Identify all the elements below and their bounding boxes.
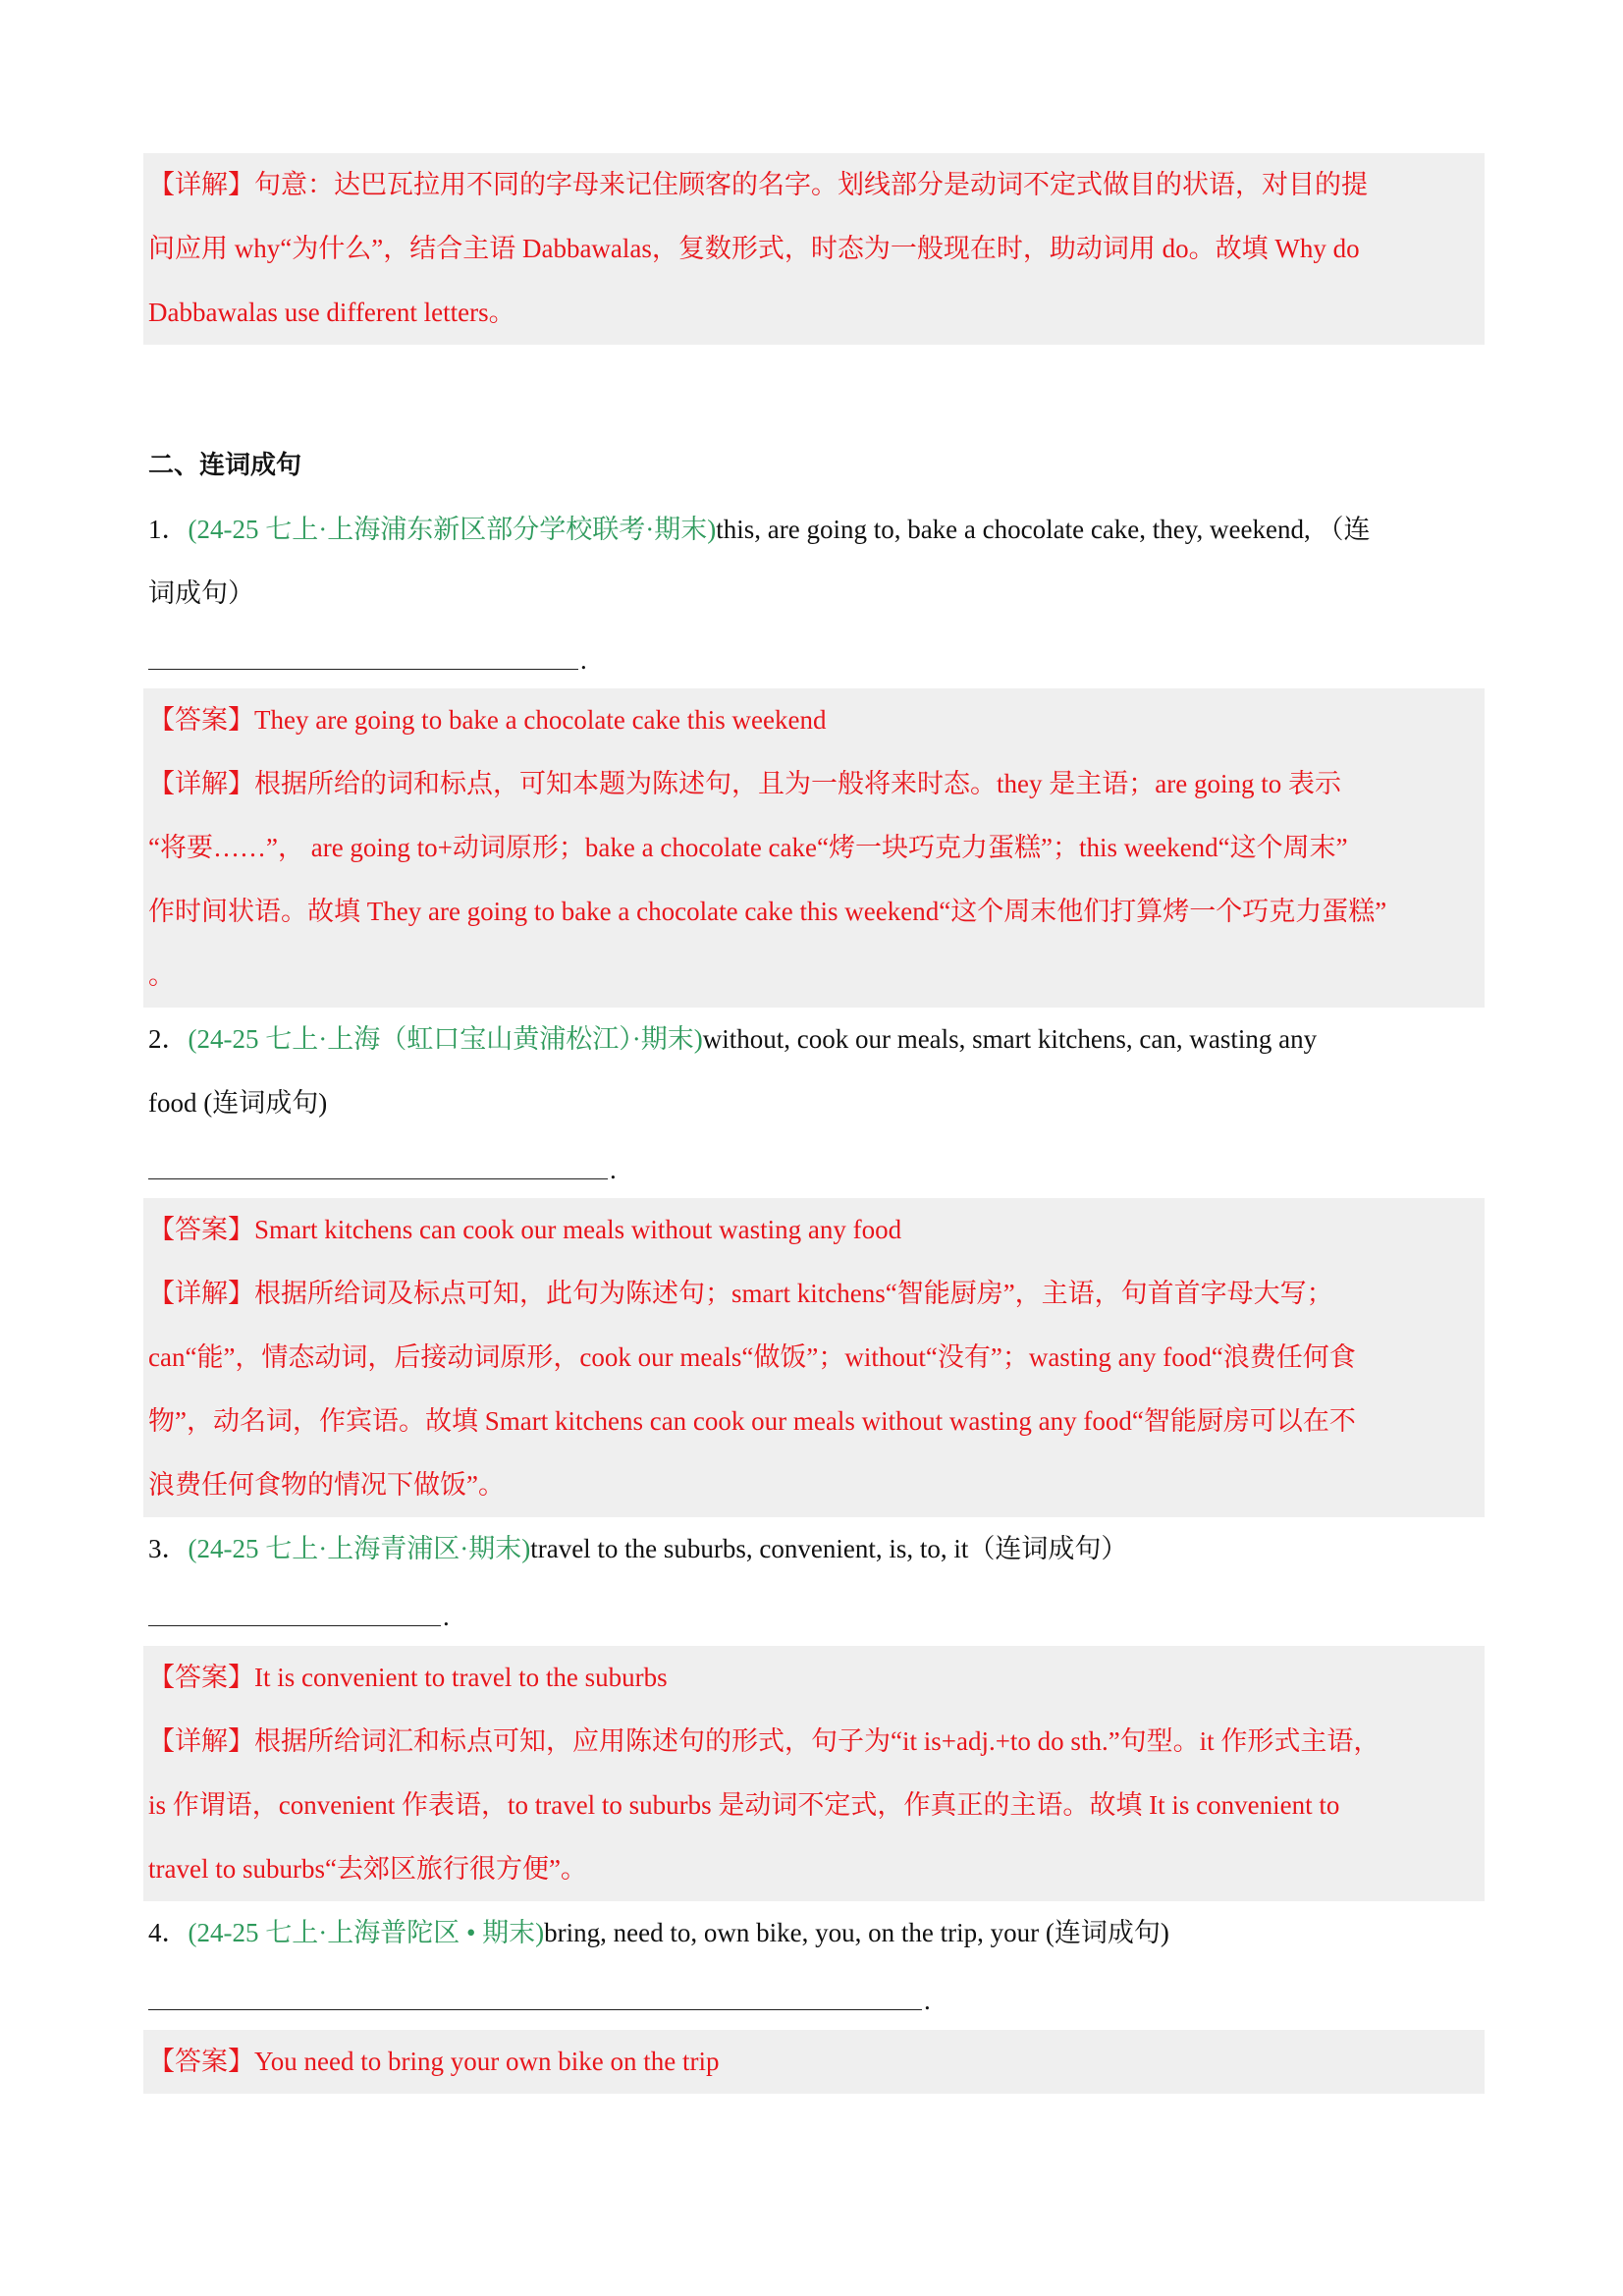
question-source: (24-25 七上·上海（虹口宝山黄浦松江）·期末) <box>188 1024 703 1054</box>
blank-period: . <box>610 1155 617 1184</box>
detail-line: can“能”，情态动词，后接动词原形，cook our meals“做饭”；without“没有”；wasting any food“浪费任何食 <box>148 1342 1356 1372</box>
detail-block-previous <box>143 153 1485 345</box>
question-source: (24-25 七上·上海普陀区 • 期末) <box>188 1918 545 1947</box>
answer-block-1 <box>143 688 1485 1008</box>
detail-line: 问应用 why“为什么”，结合主语 Dabbawalas，复数形式，时态为一般现在时，助动词用 do。故填 Why do <box>148 234 1360 263</box>
question-text: bring, need to, own bike, you, on the trip, your (连词成句) <box>544 1918 1169 1947</box>
question-3 <box>143 1517 1485 1581</box>
question-source: (24-25 七上·上海青浦区·期末) <box>188 1534 531 1563</box>
blank-period: . <box>924 1986 931 2015</box>
answer-block-2 <box>143 1198 1485 1517</box>
blank-period: . <box>580 645 587 675</box>
question-number: 1． <box>148 515 189 544</box>
question-source: (24-25 七上·上海浦东新区部分学校联考·期末) <box>188 515 717 544</box>
question-prompt <box>143 1008 1485 1071</box>
detail-line: 【详解】根据所给词及标点可知，此句为陈述句；smart kitchens“智能厨房”，主语，句首首字母大写； <box>148 1279 1333 1308</box>
question-text: this, are going to, bake a chocolate cake, they, weekend, （连 <box>716 515 1371 544</box>
detail-line: 【详解】根据所给的词和标点，可知本题为陈述句，且为一般将来时态。they 是主语；are going to 表示 <box>148 769 1341 798</box>
answer-line: 【答案】It is convenient to travel to the suburbs <box>148 1663 668 1692</box>
detail-line: Dabbawalas use different letters。 <box>148 298 515 327</box>
answer-line: 【答案】You need to bring your own bike on the trip <box>148 2047 720 2076</box>
answer-blank[interactable] <box>148 638 590 678</box>
blank-rule <box>148 669 578 670</box>
detail-line: travel to suburbs“去郊区旅行很方便”。 <box>148 1854 587 1884</box>
detail-line: 【详解】句意：达巴瓦拉用不同的字母来记住顾客的名字。划线部分是动词不定式做目的状语，对目的提 <box>148 170 1368 199</box>
question-text: travel to the suburbs, convenient, is, to, it（连词成句） <box>530 1534 1128 1563</box>
question-prompt <box>143 1901 1485 1965</box>
detail-line: 【详解】根据所给词汇和标点可知，应用陈述句的形式，句子为“it is+adj.+to do sth.”句型。it 作形式主语， <box>148 1726 1380 1756</box>
detail-line: 。 <box>148 960 175 990</box>
section-title: 二、连词成句 <box>148 451 302 480</box>
question-4 <box>143 1901 1485 1965</box>
question-number: 4． <box>148 1918 189 1947</box>
blank-rule <box>148 1625 441 1626</box>
question-text: without, cook our meals, smart kitchens, can, wasting any <box>702 1024 1318 1054</box>
detail-line: “将要……”， are going to+动词原形；bake a chocolate cake“烤一块巧克力蛋糕”；this weekend“这个周末” <box>148 833 1348 862</box>
question-prompt <box>143 1517 1485 1581</box>
detail-line: 作时间状语。故填 They are going to bake a chocolate cake this weekend“这个周末他们打算烤一个巧克力蛋糕” <box>148 897 1387 926</box>
answer-blank[interactable] <box>148 1595 453 1634</box>
blank-period: . <box>443 1602 450 1631</box>
answer-line: 【答案】They are going to bake a chocolate cake this weekend <box>148 705 827 735</box>
question-2 <box>143 1008 1485 1135</box>
blank-rule <box>148 2009 922 2010</box>
answer-blank[interactable] <box>148 1148 620 1187</box>
section-title-block <box>143 434 1485 498</box>
answer-block-3 <box>143 1646 1485 1901</box>
question-text-continued: food (连词成句) <box>148 1088 328 1118</box>
blank-rule <box>148 1178 608 1179</box>
detail-line: 物”，动名词，作宾语。故填 Smart kitchens can cook our meals without wasting any food“智能厨房可以在不 <box>148 1406 1356 1436</box>
detail-line: is 作谓语，convenient 作表语，to travel to suburbs 是动词不定式，作真正的主语。故填 It is convenient to <box>148 1790 1340 1820</box>
answer-block-4 <box>143 2030 1485 2094</box>
question-number: 2． <box>148 1024 189 1054</box>
question-1 <box>143 498 1485 626</box>
answer-line: 【答案】Smart kitchens can cook our meals without wasting any food <box>148 1215 902 1244</box>
question-prompt <box>143 498 1485 562</box>
question-text-continued: 词成句） <box>148 578 254 608</box>
detail-line: 浪费任何食物的情况下做饭”。 <box>148 1470 505 1500</box>
question-number: 3． <box>148 1534 189 1563</box>
answer-blank[interactable] <box>148 1979 934 2018</box>
